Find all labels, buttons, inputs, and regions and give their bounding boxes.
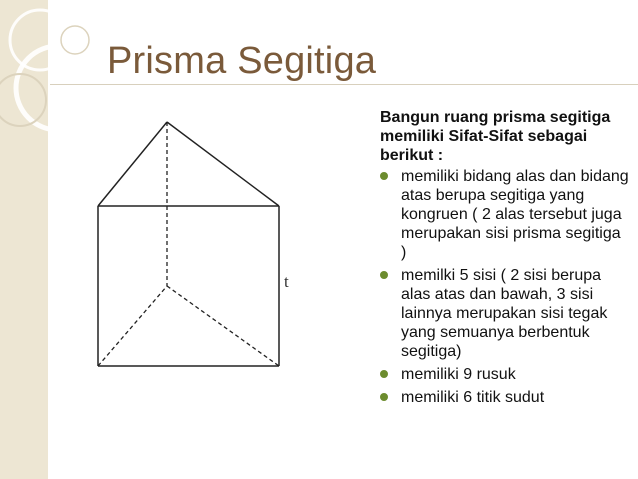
- bullet-icon: [380, 393, 388, 401]
- list-item-text: memilki 5 sisi ( 2 sisi berupa alas atas dan bawah, 3 sisi lainnya merupakan sisi tegak yang semuanya berbentuk segitiga): [401, 267, 608, 360]
- triangular-prism-figure: [80, 110, 290, 375]
- slide-title: Prisma Segitiga: [107, 40, 377, 82]
- title-divider: [50, 84, 638, 85]
- prism-hidden-bottom-left-edge: [98, 286, 167, 366]
- bullet-icon: [380, 370, 388, 378]
- list-item: [380, 266, 630, 361]
- prism-top-left-edge: [98, 122, 167, 206]
- list-item-text: memiliki 9 rusuk: [401, 366, 516, 383]
- list-item: [380, 167, 630, 262]
- list-item-text: memiliki 6 titik sudut: [401, 389, 545, 406]
- bullet-icon: [380, 172, 388, 180]
- properties-list: [380, 167, 630, 407]
- list-item: [380, 365, 630, 384]
- properties-text: [380, 108, 630, 411]
- height-label: t: [284, 272, 289, 291]
- intro-text: Bangun ruang prisma segitiga memiliki Sifat-Sifat sebagai berikut :: [380, 109, 611, 164]
- list-item-text: memiliki bidang alas dan bidang atas berupa segitiga yang kongruen ( 2 alas tersebut juga merupakan sisi prisma segitiga ): [401, 168, 629, 261]
- list-item: [380, 388, 630, 407]
- prism-top-right-edge: [167, 122, 279, 206]
- prism-hidden-bottom-right-edge: [167, 286, 279, 366]
- bullet-icon: [380, 271, 388, 279]
